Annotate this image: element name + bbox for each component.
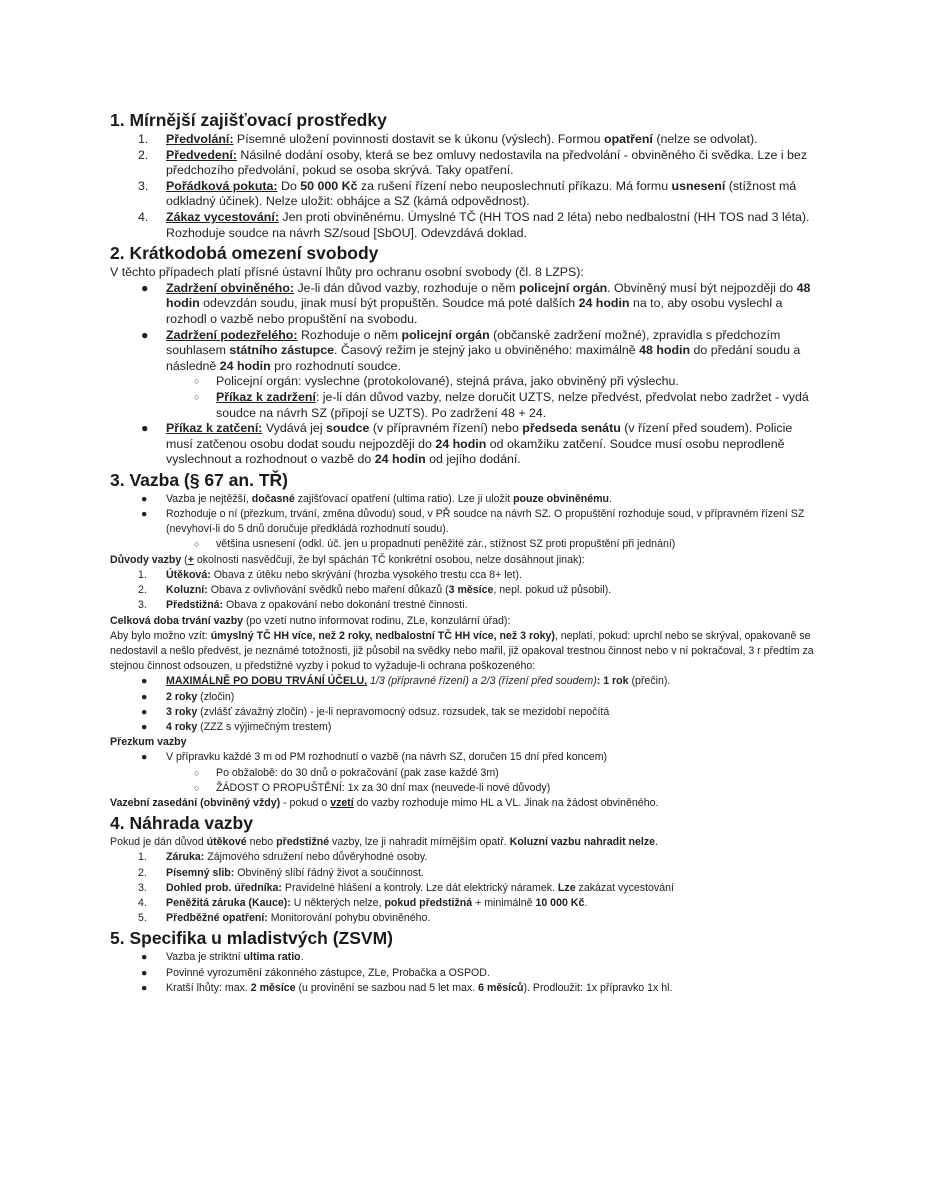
item-text: . — [584, 896, 588, 909]
item-text: (přečin). — [628, 675, 671, 688]
item-bold: 6 měsíců — [478, 981, 524, 994]
item-bold: předstižné — [276, 836, 330, 849]
item-bold: 3 měsíce — [448, 584, 494, 597]
bullet-icon: ● — [141, 720, 148, 733]
list-item — [110, 328, 822, 375]
item-text: (v přípravném řízení) nebo — [369, 421, 523, 436]
item-text: Kratší lhůty: max. — [166, 981, 251, 994]
bullet-icon: ● — [141, 966, 148, 979]
section-3-sublist — [110, 537, 822, 552]
duvody-list — [110, 568, 822, 614]
item-text: , nepl. pokud už působil). — [493, 584, 612, 597]
item-term: Zákaz vycestování: — [166, 209, 279, 224]
item-bold: Koluzní vazbu nahradit nelze — [509, 836, 656, 849]
circle-bullet-icon: ○ — [194, 376, 200, 387]
item-text: : je-li dán důvod vazby, nelze doručit UZTS, nelze předvést, předvolat nebo zadržet - vydá soudce na návrh SZ (připojí se UZTS). Po zadržení 48 + 24. — [216, 389, 809, 420]
list-item — [110, 598, 822, 613]
item-text: (u provinění se sazbou nad 5 let max. — [295, 981, 479, 994]
item-term: Příkaz k zatčení: — [166, 421, 263, 436]
list-item — [110, 674, 822, 689]
item-bold: pokud předstižná — [384, 896, 473, 909]
item-bold: soudce — [326, 421, 370, 436]
item-bold: policejní orgán — [519, 280, 608, 295]
list-item — [110, 492, 822, 507]
item-text: V přípravku každé 3 m od PM rozhodnutí o vazbě (na návrh SZ, doručen 15 dní před koncem) — [166, 751, 608, 764]
item-term: Útěková: — [166, 568, 211, 581]
item-text: , neplatí, pokud: uprchl nebo se skrýval, opakovaně se nedostavil a nešlo předvést, je neznámé totožnosti, již působil na svědky nebo mařil, již opakoval trestnou činnost nebo v ní pokračoval, 3 r předtím za stejnou činnost odsouzen, u předstižné vyzby i pokud to vyžaduje-li ochrana poškozeného: — [110, 629, 814, 673]
item-bold: : 1 rok — [596, 675, 629, 688]
item-term: Peněžitá záruka (Kauce): — [166, 896, 291, 909]
item-text: (zločin) — [197, 690, 235, 703]
item-bold: 4 roky — [166, 720, 198, 733]
item-text: . Obviněný musí být nejpozději do — [607, 280, 797, 295]
list-item — [110, 210, 822, 241]
item-text: Obava z útěku nebo skrývání (hrozba vysokého trestu cca 8+ let). — [210, 568, 522, 581]
list-item — [110, 179, 822, 210]
item-number: 2. — [138, 584, 147, 597]
item-text: okolnosti nasvědčují, že byl spáchán TČ konkrétní osobou, nelze dosáhnout jinak): — [193, 553, 585, 566]
item-term: Předvolání: — [166, 132, 234, 146]
item-text: (po vzetí nutno informovat rodinu, ZLe, konzulární úřad): — [243, 614, 511, 627]
item-bold: 48 hodin — [639, 343, 691, 358]
prezkum-list — [110, 750, 822, 765]
item-term: Předstižná: — [166, 599, 224, 612]
item-number: 1. — [138, 568, 147, 581]
item-term: MAXIMÁLNĚ PO DOBU TRVÁNÍ ÚČELU, — [166, 675, 368, 688]
section-4-heading: 4. Náhrada vazby — [110, 813, 253, 834]
item-bold: úmyslný TČ HH více, než 2 roky, nedbalostní TČ HH více, než 3 roky) — [210, 629, 555, 642]
section-1-heading: 1. Mírnější zajišťovací prostředky — [110, 110, 387, 130]
item-text: od jejího dodání. — [425, 452, 521, 467]
item-bold: 10 000 Kč — [535, 896, 585, 909]
section-2-list — [110, 281, 822, 375]
item-text: Obviněný slíbí řádný život a součinnost. — [234, 866, 424, 879]
item-text: Násilné dodání osoby, která se bez omluvy nedostavila na předvolání - obviněného či svědka. Lze i bez předchozího předvolání, pokud se osoba skrývá. Taky opatření. — [166, 147, 808, 178]
circle-bullet-icon: ○ — [194, 767, 200, 778]
list-item — [110, 866, 822, 881]
item-text: . Časový režim je stejný jako u obviněného: maximálně — [334, 343, 640, 358]
sub-list-item — [110, 766, 822, 781]
list-item — [110, 850, 822, 865]
celkova-doba-paragraph — [110, 614, 822, 629]
section-2-list-cont — [110, 421, 822, 468]
item-term: Předběžné opatření: — [166, 912, 268, 925]
item-term: Zadržení obviněného: — [166, 280, 295, 295]
item-text: ). Prodloužit: 1x přípravko 1x hl. — [523, 981, 673, 994]
prezkum-sublist — [110, 766, 822, 796]
item-text: (občanské zadržení možné), zpravidla s předchozím souhlasem — [166, 327, 781, 358]
item-term: Pořádková pokuta: — [166, 178, 278, 193]
item-term: + — [187, 553, 194, 566]
bullet-icon: ● — [141, 690, 148, 703]
item-number: 3. — [138, 881, 147, 894]
item-term: Koluzní: — [166, 584, 208, 597]
item-text: pro rozhodnutí soudce. — [270, 358, 401, 373]
item-number: 5. — [138, 912, 147, 925]
bullet-icon: ● — [141, 492, 148, 505]
item-bold: 2 roky — [166, 690, 198, 703]
item-text: Obava z ovlivňování svědků nebo maření důkazů ( — [207, 584, 449, 597]
list-item — [110, 896, 822, 911]
item-text: (stížnost má odkladný účinek). Nelze uložit: obhájce a SZ (kámá odpovědnost). — [166, 178, 797, 209]
list-item — [110, 690, 822, 705]
item-number: 1. — [138, 851, 147, 864]
item-bold: 24 hodin — [374, 452, 426, 467]
celkova-doba-title: Celková doba trvání vazby — [110, 614, 244, 627]
list-item — [110, 583, 822, 598]
item-bold: 48 hodin — [166, 280, 811, 311]
list-item — [110, 705, 822, 720]
item-text: Rozhoduje o něm — [297, 327, 402, 342]
doba-list — [110, 674, 822, 735]
zasedani-title: Vazební zasedání (obviněný vždy) — [110, 796, 281, 809]
item-term: Příkaz k zadržení — [216, 389, 316, 404]
vazebni-zasedani-paragraph — [110, 796, 822, 811]
item-text: Jen proti obviněnému. Úmyslné TČ (HH TOS nad 2 léta) nebo nedbalostní (HH TOS nad 3 léta). Rozhoduje soudce na návrh SZ/soud [SbOU]. Odevzdává doklad. — [166, 209, 810, 240]
item-text: . — [609, 492, 612, 505]
item-bold: 2 měsíce — [250, 981, 296, 994]
item-text: ( — [181, 553, 188, 566]
item-text: . — [300, 951, 304, 964]
item-text: za rušení řízení nebo neuposlechnutí příkazu. Má formu — [357, 178, 672, 193]
item-term: Záruka: — [166, 851, 205, 864]
section-2-sublist — [110, 374, 822, 421]
item-bold: usnesení — [671, 178, 726, 193]
item-term: Dohled prob. úředníka: — [166, 881, 282, 894]
item-bold: 24 hodin — [219, 358, 271, 373]
item-text: + minimálně — [472, 896, 536, 909]
item-term: vzetí — [330, 796, 354, 809]
item-text: Vazba je nejtěžší, — [166, 492, 252, 505]
section-5-heading: 5. Specifika u mladistvých (ZSVM) — [110, 928, 393, 949]
bullet-icon: ● — [141, 508, 148, 521]
item-text: U některých nelze, — [290, 896, 385, 909]
item-term: Písemný slib: — [166, 866, 235, 879]
item-text: Zájmového sdružení nebo důvěryhodné osoby. — [204, 851, 428, 864]
item-text: většina usnesení (odkl. úč. jen u propadnutí peněžité zár., stížnost SZ proti propuštění při jednání) — [216, 538, 676, 551]
item-text: Aby bylo možno vzít: — [110, 629, 211, 642]
item-text: Obava z opakování nebo dokonání trestné činnosti. — [223, 599, 468, 612]
item-text: Rozhoduje o ní (přezkum, trvání, změna důvodu) soud, v PŘ soudce na návrh SZ. O propuštění rozhoduje soud, v přípravném řízení SZ (nevyhoví-li do 5 dnů doručuje předkládá rozhodnutí soudu). — [166, 508, 805, 536]
item-text: na to, aby osobu vyslechl a rozhodl o vazbě nebo propuštění na svobodu. — [166, 296, 783, 326]
section-2-intro: V těchto případech platí přísné ústavní lhůty pro ochranu osobní svobody (čl. 8 LZPS): — [110, 265, 584, 280]
item-text: Do — [277, 178, 301, 193]
item-bold: 24 hodin — [578, 296, 630, 311]
item-text: (ZZZ s výjimečným trestem) — [197, 720, 332, 733]
list-item — [110, 148, 822, 179]
item-number: 4. — [138, 209, 149, 224]
item-bold: opatření — [604, 132, 653, 146]
section-2-heading: 2. Krátkodobá omezení svobody — [110, 243, 379, 264]
item-term: Zadržení podezřelého: — [166, 327, 298, 342]
item-text: odevzdán soudu, jinak musí být propuštěn. Soudce má poté dalších — [199, 296, 579, 311]
list-item — [110, 507, 822, 537]
list-item — [110, 966, 822, 981]
duvody-vazby-paragraph — [110, 553, 822, 568]
prezkum-title: Přezkum vazby — [110, 736, 187, 749]
item-number: 4. — [138, 896, 147, 909]
sub-list-item — [110, 537, 822, 552]
item-text: (nelze se odvolat). — [652, 132, 758, 146]
section-4-list — [110, 850, 822, 926]
item-number: 3. — [138, 178, 149, 193]
bullet-icon: ● — [141, 951, 148, 964]
list-item — [110, 750, 822, 765]
item-number: 2. — [138, 147, 149, 162]
item-text: Je-li dán důvod vazby, rozhoduje o něm — [294, 280, 520, 295]
item-bold: policejní orgán — [401, 327, 490, 342]
item-text: 1/3 (přípravné řízení) a 2/3 (řízení před soudem) — [367, 675, 597, 688]
item-bold: státního zástupce — [229, 343, 335, 358]
section-1-list — [110, 132, 822, 241]
item-bold: 50 000 Kč — [300, 178, 358, 193]
item-bold: útěkové — [206, 836, 247, 849]
sub-list-item — [110, 781, 822, 796]
duvody-title: Důvody vazby — [110, 553, 182, 566]
list-item — [110, 568, 822, 583]
item-text: do předání soudu a následně — [166, 343, 801, 373]
item-text: nebo — [246, 836, 277, 849]
sub-list-item — [110, 390, 822, 421]
item-bold: 3 roky — [166, 705, 198, 718]
bullet-icon: ● — [141, 421, 149, 436]
item-text: zajišťovací opatření (ultima ratio). Lze ji uložit — [294, 492, 514, 505]
section-5-list — [110, 950, 822, 996]
section-4-intro — [110, 835, 822, 850]
section-3-heading: 3. Vazba (§ 67 an. TŘ) — [110, 469, 288, 490]
list-item — [110, 281, 822, 328]
item-text: (zvlášť závažný zločin) - je-li nepravomocný odsuz. rozsudek, tak se mezidobí nepočítá — [197, 705, 610, 718]
bullet-icon: ● — [141, 675, 148, 688]
item-bold: pouze obviněnému — [513, 492, 610, 505]
item-term: Předvedení: — [166, 147, 237, 162]
list-item — [110, 950, 822, 965]
item-text: (v řízení před soudem). Policie musí zatčenou osobu dodat soudu nejpozději do — [166, 421, 793, 451]
item-bold: ultima ratio — [243, 951, 301, 964]
item-text: Povinné vyrozumění zákonného zástupce, ZLe, Probačka a OSPOD. — [166, 966, 490, 979]
section-3-list — [110, 492, 822, 538]
item-text: Pravidelné hlášení a kontroly. Lze dát elektrický náramek. — [281, 881, 558, 894]
item-text: od okamžiku zatčení. Soudce musí osobu neprodleně vyslechnout a rozhodnout o vazbě do — [166, 436, 785, 467]
item-text: Pokud je dán důvod — [110, 836, 207, 849]
item-number: 2. — [138, 866, 147, 879]
item-bold: 24 hodin — [435, 436, 487, 451]
list-item — [110, 911, 822, 926]
item-text: Vydává jej — [262, 421, 327, 436]
item-text: ŽÁDOST O PROPUŠTĚNÍ: 1x za 30 dní max (neuvede-li nové důvody) — [216, 781, 551, 794]
circle-bullet-icon: ○ — [194, 391, 200, 402]
item-text: Po obžalobě: do 30 dnů o pokračování (pak zase každé 3m) — [216, 766, 499, 779]
circle-bullet-icon: ○ — [194, 782, 200, 793]
list-item — [110, 421, 822, 468]
item-number: 1. — [138, 132, 149, 146]
aby-paragraph — [110, 629, 822, 675]
item-bold: předseda senátu — [522, 421, 621, 436]
item-text: Policejní orgán: vyslechne (protokolované), stejná práva, jako obviněný při výslechu. — [216, 374, 679, 389]
sub-list-item — [110, 374, 822, 390]
bullet-icon: ● — [141, 981, 148, 994]
list-item — [110, 720, 822, 735]
item-text: . — [655, 836, 659, 849]
circle-bullet-icon: ○ — [194, 539, 200, 550]
item-text: vazby, lze ji nahradit mírnějším opatř. — [329, 836, 510, 849]
bullet-icon: ● — [141, 751, 148, 764]
item-text: Monitorování pohybu obviněného. — [267, 912, 431, 925]
item-text: Vazba je striktní — [166, 951, 244, 964]
bullet-icon: ● — [141, 705, 148, 718]
item-bold: dočasné — [251, 492, 295, 505]
item-text: zakázat vycestování — [575, 881, 674, 894]
list-item — [110, 132, 822, 148]
item-bold: Lze — [557, 881, 576, 894]
item-text: do vazby rozhoduje mimo HL a VL. Jinak na žádost obviněného. — [353, 796, 659, 809]
item-text: Písemné uložení povinnosti dostavit se k úkonu (výslech). Formou — [233, 132, 604, 146]
list-item — [110, 981, 822, 996]
bullet-icon: ● — [141, 327, 149, 342]
bullet-icon: ● — [141, 280, 149, 295]
item-number: 3. — [138, 599, 147, 612]
list-item — [110, 881, 822, 896]
item-text: - pokud o — [280, 796, 331, 809]
